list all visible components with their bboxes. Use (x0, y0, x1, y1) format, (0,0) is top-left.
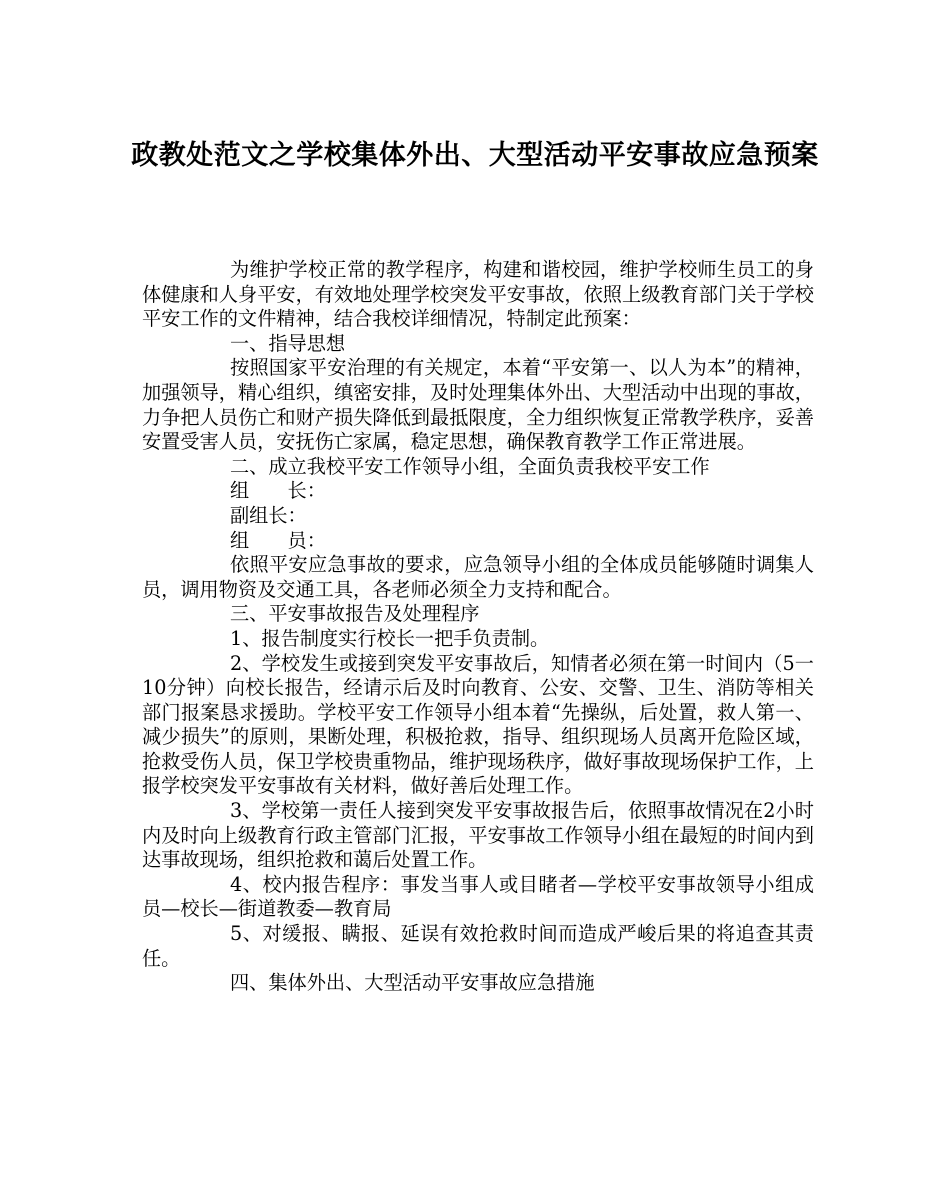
role-member-line (142, 529, 814, 554)
role-leader-label: 组 长： (230, 479, 326, 503)
section-heading-4: 四、集体外出、大型活动平安事故应急措施 (230, 971, 595, 995)
role-deputy-label: 副组长： (230, 503, 307, 527)
paragraph-item-5: 5、对缓报、瞒报、延误有效抢救时间而造成严峻后果的将追查其责任。 (142, 922, 814, 970)
document-body (142, 258, 814, 996)
section-heading-2: 二、成立我校平安工作领导小组，全面负责我校平安工作 (230, 454, 710, 478)
paragraph-intro: 为维护学校正常的教学程序，构建和谐校园，维护学校师生员工的身体健康和人身平安，有效地处理学校突发平安事故，依照上级教育部门关于学校平安工作的文件精神，结合我校详细情况，特制定此预案： (142, 258, 814, 331)
paragraph-item-4: 4、校内报告程序：事发当事人或目睹者—学校平安事故领导小组成员—校长—街道教委—教育局 (142, 872, 814, 921)
role-leader-line (142, 479, 814, 504)
document-title: 政教处范文之学校集体外出、大型活动平安事故应急预案 (131, 140, 819, 171)
role-member-label: 组 员： (230, 528, 326, 552)
section-heading-3: 三、平安事故报告及处理程序 (230, 602, 480, 626)
paragraph-item-2: 2、学校发生或接到突发平安事故后，知情者必须在第一时间内（5一10分钟）向校长报告，经请示后及时向教育、公安、交警、卫生、消防等相关部门报案恳求援助。学校平安工作领导小组本着“先操纵，后处置，救人第一、减少损失”的原则，果断处理，积极抢救，指导、组织现场人员离开危险区域，抢救受伤人员，保卫学校贵重物品，维护现场秩序，做好事故现场保护工作，上报学校突发平安事故有关材料，做好善后处理工作。 (142, 651, 814, 798)
role-deputy-line (142, 504, 814, 529)
paragraph-guiding-thought: 按照国家平安治理的有关规定，本着“平安第一、以人为本”的精神，加强领导，精心组织，缜密安排，及时处理集体外出、大型活动中出现的事故，力争把人员伤亡和财产损失降低到最抵限度，全力组织恢复正常教学秩序，妥善安置受害人员，安抚伤亡家属，稳定思想，确保教育教学工作正常进展。 (142, 356, 814, 454)
paragraph-item-3: 3、学校第一责任人接到突发平安事故报告后，依照事故情况在2小时内及时向上级教育行政主管部门汇报，平安事故工作领导小组在最短的时间内到达事故现场，组织抢救和蔼后处置工作。 (142, 799, 814, 872)
paragraph-item-1: 1、报告制度实行校长一把手负责制。 (230, 626, 550, 650)
section-heading-1: 一、指导思想 (230, 331, 346, 355)
paragraph-emergency-team: 依照平安应急事故的要求，应急领导小组的全体成员能够随时调集人员，调用物资及交通工具，各老师必须全力支持和配合。 (142, 553, 814, 601)
